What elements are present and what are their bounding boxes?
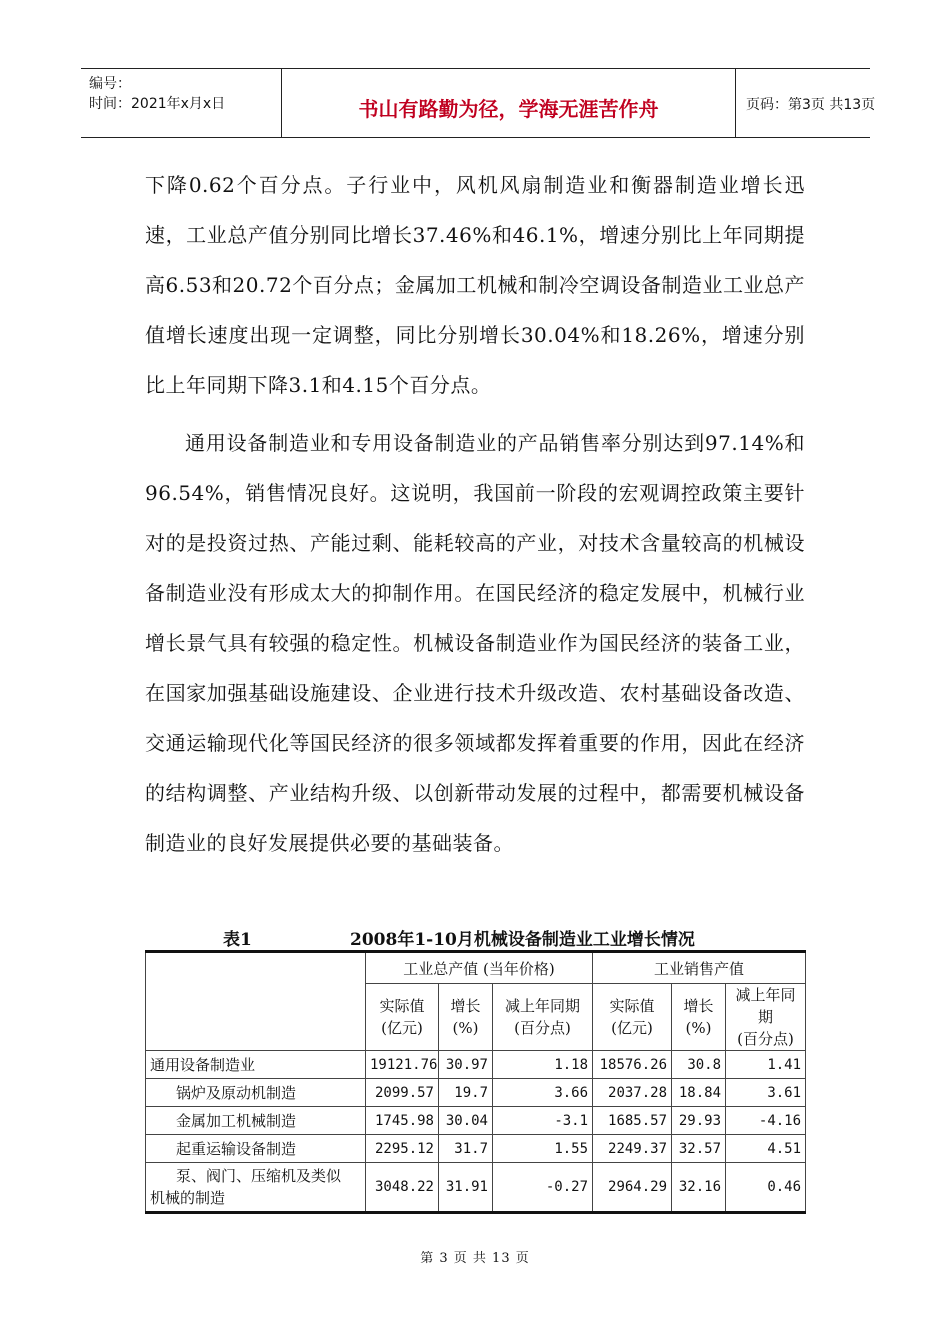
table-row (146, 1051, 806, 1079)
page-info: 页码：第3页 共13页 (746, 97, 876, 113)
code-label: 编号： (89, 76, 131, 92)
table-label: 表1 (223, 930, 252, 950)
col-header-change: 减上年同期 (百分点) (726, 984, 806, 1051)
cell-value: 3048.22 (366, 1163, 439, 1213)
table-caption (145, 925, 805, 949)
cell-value: 32.16 (672, 1163, 726, 1213)
cell-value: 1.41 (726, 1051, 806, 1079)
cell-value: 19121.76 (366, 1051, 439, 1079)
header-meta-cell (81, 69, 282, 137)
cell-value: 1.18 (493, 1051, 593, 1079)
row-label: 泵、阀门、压缩机及类似 机械的制造 (146, 1163, 366, 1213)
table-row (146, 1079, 806, 1107)
cell-value: 31.91 (439, 1163, 493, 1213)
cell-value: 1745.98 (366, 1107, 439, 1135)
cell-value: -0.27 (493, 1163, 593, 1213)
paragraph-2: 通用设备制造业和专用设备制造业的产品销售率分别达到97.14%和96.54%，销售情况良好。这说明，我国前一阶段的宏观调控政策主要针对的是投资过热、产能过剩、能耗较高的产业，对技术含量较高的机械设备制造业没有形成太大的抑制作用。在国民经济的稳定发展中，机械行业增长景气具有较强的稳定性。机械设备制造业作为国民经济的装备工业，在国家加强基础设施建设、企业进行技术升级改造、农村基础设备改造、交通运输现代化等国民经济的很多领域都发挥着重要的作用，因此在经济的结构调整、产业结构升级、以创新带动发展的过程中，都需要机械设备制造业的良好发展提供必要的基础装备。 (145, 431, 805, 855)
cell-value: 2099.57 (366, 1079, 439, 1107)
cell-value: -4.16 (726, 1107, 806, 1135)
table-group-header-row (146, 952, 806, 984)
group-sales-output: 工业销售产值 (593, 952, 806, 984)
row-label: 起重运输设备制造 (146, 1135, 366, 1163)
cell-value: 2964.29 (593, 1163, 672, 1213)
cell-value: 30.97 (439, 1051, 493, 1079)
header-page-cell (736, 69, 876, 137)
cell-value: 0.46 (726, 1163, 806, 1213)
motto: 书山有路勤为径，学海无涯苦作舟 (358, 97, 659, 121)
table-title: 2008年1-10月机械设备制造业工业增长情况 (350, 930, 695, 950)
table-row (146, 1163, 806, 1213)
paragraph-1: 下降0.62个百分点。子行业中，风机风扇制造业和衡器制造业增长迅速，工业总产值分别同比增长37.46%和46.1%，增速分别比上年同期提高6.53和20.72个百分点；金属加工机械和制冷空调设备制造业工业总产值增长速度出现一定调整，同比分别增长30.04%和18.26%，增速分别比上年同期下降3.1和4.15个百分点。 (145, 173, 805, 397)
cell-value: 2295.12 (366, 1135, 439, 1163)
col-header-growth: 增长 (%) (439, 984, 493, 1051)
cell-value: 32.57 (672, 1135, 726, 1163)
cell-value: 4.51 (726, 1135, 806, 1163)
cell-value: 29.93 (672, 1107, 726, 1135)
cell-value: 18.84 (672, 1079, 726, 1107)
row-label: 金属加工机械制造 (146, 1107, 366, 1135)
page-header (81, 68, 876, 138)
row-label: 锅炉及原动机制造 (146, 1079, 366, 1107)
col-header-growth: 增长 (%) (672, 984, 726, 1051)
cell-value: 30.8 (672, 1051, 726, 1079)
cell-value: 3.61 (726, 1079, 806, 1107)
table-row (146, 1107, 806, 1135)
time-label: 时间：2021年x月x日 (89, 96, 226, 112)
cell-value: 18576.26 (593, 1051, 672, 1079)
cell-value: 2249.37 (593, 1135, 672, 1163)
row-label: 通用设备制造业 (146, 1051, 366, 1079)
growth-table (145, 950, 806, 1214)
group-gross-output: 工业总产值 (当年价格) (366, 952, 593, 984)
cell-value: 1.55 (493, 1135, 593, 1163)
page-footer: 第 3 页 共 13 页 (420, 1251, 530, 1266)
header-blank-cell (146, 952, 366, 1051)
cell-value: 19.7 (439, 1079, 493, 1107)
cell-value: 1685.57 (593, 1107, 672, 1135)
cell-value: 31.7 (439, 1135, 493, 1163)
col-header-actual: 实际值 (亿元) (366, 984, 439, 1051)
cell-value: 30.04 (439, 1107, 493, 1135)
col-header-actual: 实际值 (亿元) (593, 984, 672, 1051)
col-header-change: 减上年同期 (百分点) (493, 984, 593, 1051)
cell-value: 2037.28 (593, 1079, 672, 1107)
header-motto-cell (282, 69, 736, 137)
cell-value: -3.1 (493, 1107, 593, 1135)
cell-value: 3.66 (493, 1079, 593, 1107)
table-row (146, 1135, 806, 1163)
